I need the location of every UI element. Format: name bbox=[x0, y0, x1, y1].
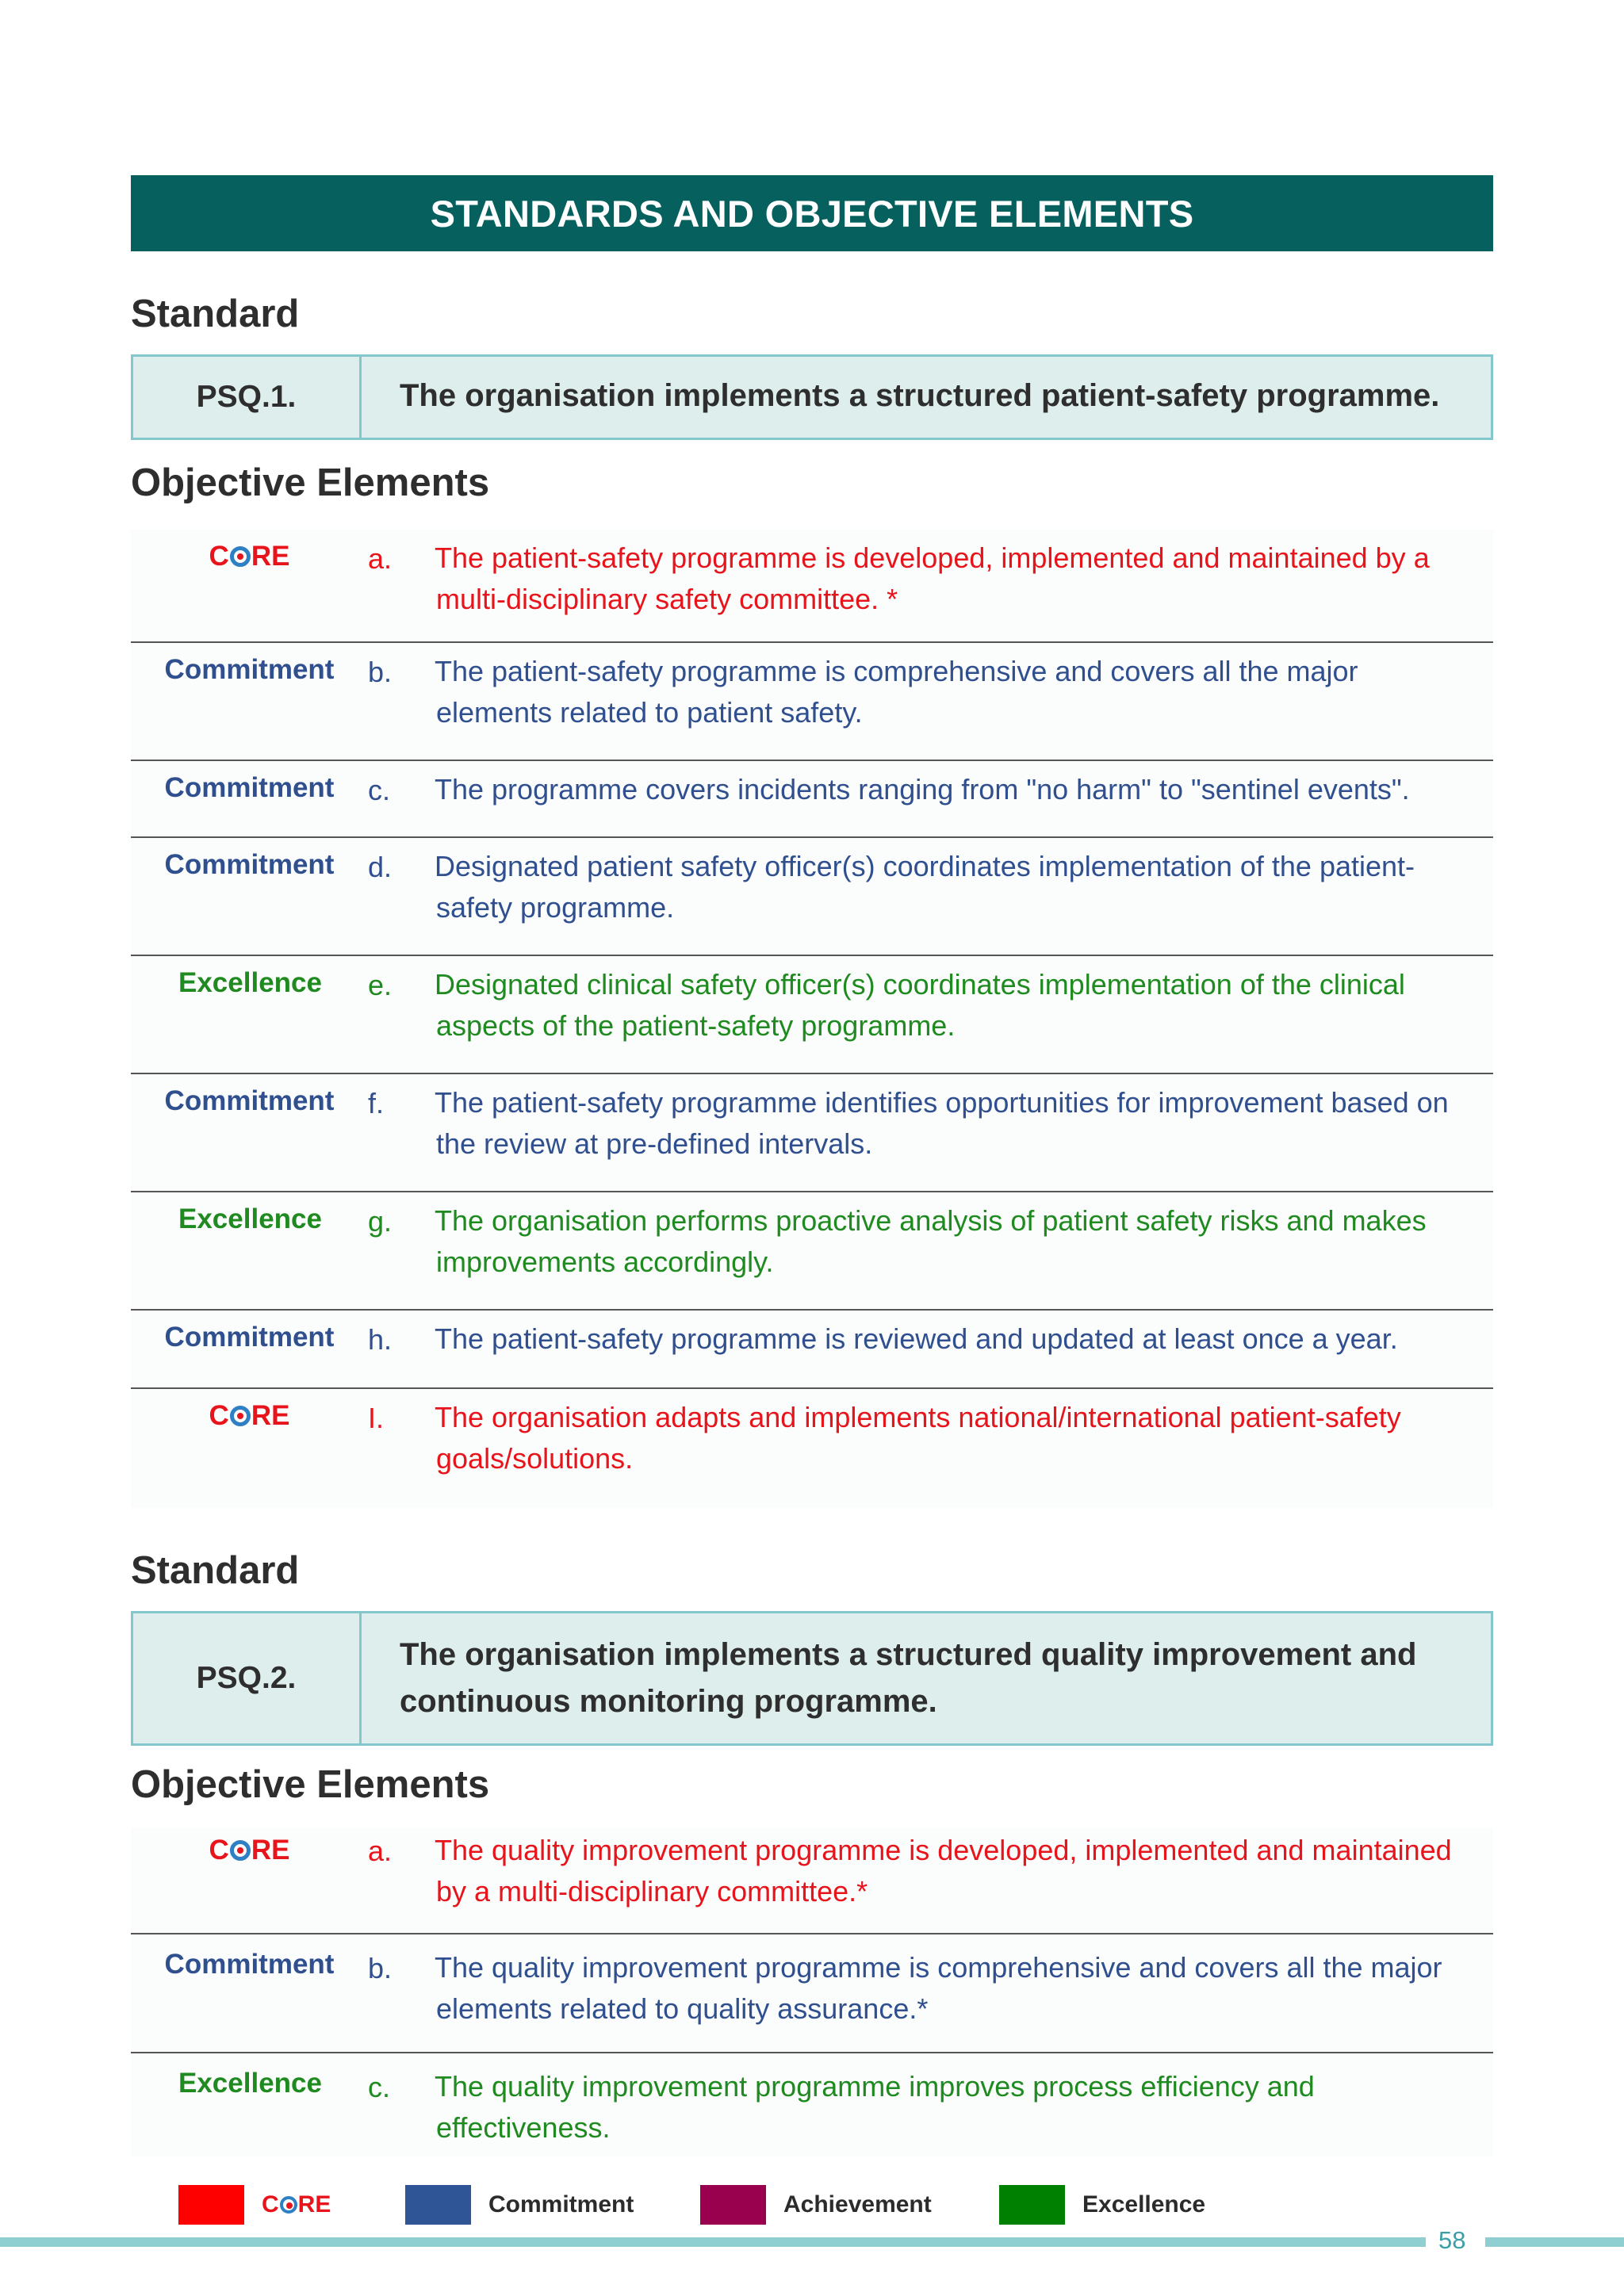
item-text-line: The patient-safety programme is reviewed and updated at least once a year. bbox=[435, 1322, 1398, 1355]
item-text-line: aspects of the patient-safety programme. bbox=[436, 1009, 956, 1042]
item-text-line: The organisation adapts and implements national/international patient-safety bbox=[435, 1401, 1401, 1433]
legend-core-logo: C RE bbox=[262, 2191, 331, 2218]
category-label: Commitment bbox=[164, 1322, 335, 1353]
objective-elements-list bbox=[131, 530, 1493, 1508]
legend-label: Excellence bbox=[1082, 2191, 1206, 2218]
legend-item-excellence bbox=[999, 2185, 1205, 2225]
legend-item-achievement bbox=[700, 2185, 932, 2225]
category-label: Commitment bbox=[164, 1085, 335, 1116]
item-text-line: the review at pre-defined intervals. bbox=[436, 1127, 873, 1160]
legend-item-core bbox=[178, 2185, 331, 2225]
core-o-icon bbox=[280, 2196, 297, 2214]
list-item bbox=[131, 1074, 1493, 1192]
item-letter: b. bbox=[368, 1952, 393, 1984]
item-text bbox=[435, 2053, 1493, 2156]
footer-rule bbox=[1485, 2237, 1624, 2247]
item-text bbox=[435, 761, 1493, 836]
item-letter: a. bbox=[368, 542, 393, 575]
item-text-line: elements related to patient safety. bbox=[436, 696, 863, 729]
list-item bbox=[131, 1311, 1493, 1389]
item-text-line: safety programme. bbox=[436, 891, 675, 924]
category-label: Commitment bbox=[164, 772, 335, 803]
list-item bbox=[131, 530, 1493, 643]
item-letter: d. bbox=[368, 851, 393, 883]
list-item bbox=[131, 838, 1493, 956]
item-text-line: The patient-safety programme is comprehensive and covers all the major bbox=[435, 655, 1358, 687]
item-letter: g. bbox=[368, 1205, 393, 1238]
list-item bbox=[131, 643, 1493, 761]
statement-line: continuous monitoring programme. bbox=[400, 1684, 937, 1719]
item-letter: b. bbox=[368, 656, 393, 688]
category-label: Commitment bbox=[164, 654, 335, 685]
standard-box bbox=[131, 354, 1493, 440]
item-text bbox=[435, 1934, 1493, 2052]
page-number: 58 bbox=[1438, 2226, 1466, 2254]
list-item bbox=[131, 2053, 1493, 2156]
item-text bbox=[435, 1389, 1493, 1508]
section-header: STANDARDS AND OBJECTIVE ELEMENTS bbox=[131, 175, 1493, 251]
category-legend bbox=[178, 2185, 1289, 2225]
category-label: Commitment bbox=[164, 849, 335, 880]
item-text-line: effectiveness. bbox=[436, 2111, 611, 2144]
core-logo: C RE bbox=[209, 1400, 290, 1431]
core-logo: C RE bbox=[209, 541, 290, 572]
item-letter: I. bbox=[368, 1402, 385, 1434]
core-o-icon bbox=[230, 1840, 251, 1861]
item-text-line: by a multi-disciplinary committee.* bbox=[436, 1875, 868, 1908]
item-letter: a. bbox=[368, 1835, 393, 1867]
item-text-line: The organisation performs proactive analysis of patient safety risks and makes bbox=[435, 1204, 1427, 1237]
standard-statement: The organisation implements a structured patient-safety programme. bbox=[400, 378, 1440, 413]
standard-statement bbox=[362, 1613, 1491, 1743]
category-core bbox=[131, 1389, 368, 1508]
list-item bbox=[131, 956, 1493, 1074]
item-text-line: improvements accordingly. bbox=[436, 1246, 774, 1278]
list-item bbox=[131, 1934, 1493, 2053]
category-label: Excellence bbox=[178, 1203, 322, 1234]
core-o-icon bbox=[230, 1406, 251, 1426]
item-letter: e. bbox=[368, 969, 393, 1001]
item-text-line: The programme covers incidents ranging from "no harm" to "sentinel events". bbox=[435, 773, 1410, 806]
item-text-line: The quality improvement programme improves process efficiency and bbox=[435, 2070, 1315, 2103]
list-item bbox=[131, 761, 1493, 838]
item-letter: c. bbox=[368, 774, 391, 806]
standard-code: PSQ.1. bbox=[133, 357, 362, 438]
standard-box bbox=[131, 1611, 1493, 1746]
list-item bbox=[131, 1389, 1493, 1508]
list-item bbox=[131, 1828, 1493, 1934]
item-text-line: Designated clinical safety officer(s) coordinates implementation of the clinical bbox=[435, 968, 1405, 1001]
objective-elements-list bbox=[131, 1828, 1493, 2156]
item-letter: h. bbox=[368, 1323, 393, 1356]
item-letter: c. bbox=[368, 2071, 391, 2103]
item-text-line: The quality improvement programme is comprehensive and covers all the major bbox=[435, 1951, 1442, 1984]
item-text bbox=[435, 1828, 1493, 1933]
item-letter: f. bbox=[368, 1087, 385, 1119]
item-text-line: elements related to quality assurance.* bbox=[436, 1992, 929, 2025]
legend-item-commitment bbox=[405, 2185, 634, 2225]
objective-elements-label: Objective Elements bbox=[131, 461, 490, 504]
core-logo: C RE bbox=[209, 1835, 290, 1866]
item-text bbox=[435, 643, 1493, 760]
legend-label: Commitment bbox=[488, 2191, 634, 2218]
footer-rule bbox=[0, 2237, 1426, 2247]
item-text bbox=[435, 1311, 1493, 1387]
item-text bbox=[435, 838, 1493, 955]
category-label: Excellence bbox=[178, 2068, 322, 2099]
legend-swatch bbox=[178, 2185, 244, 2225]
category-core bbox=[131, 1828, 368, 1933]
category-label: Commitment bbox=[164, 1949, 335, 1980]
item-text-line: goals/solutions. bbox=[436, 1442, 634, 1475]
core-o-icon bbox=[230, 546, 251, 567]
item-text-line: The patient-safety programme identifies opportunities for improvement based on bbox=[435, 1086, 1449, 1119]
legend-swatch bbox=[405, 2185, 471, 2225]
standard-label: Standard bbox=[131, 1549, 300, 1592]
item-text bbox=[435, 1074, 1493, 1191]
category-core bbox=[131, 530, 368, 641]
legend-swatch bbox=[999, 2185, 1065, 2225]
item-text bbox=[435, 1192, 1493, 1309]
item-text-line: multi-disciplinary safety committee. * bbox=[436, 583, 898, 615]
statement-line: The organisation implements a structured quality improvement and bbox=[400, 1637, 1417, 1672]
item-text-line: The quality improvement programme is developed, implemented and maintained bbox=[435, 1834, 1452, 1866]
standard-label: Standard bbox=[131, 293, 300, 335]
item-text-line: The patient-safety programme is developed, implemented and maintained by a bbox=[435, 541, 1430, 574]
legend-swatch bbox=[700, 2185, 766, 2225]
legend-label: Achievement bbox=[783, 2191, 932, 2218]
list-item bbox=[131, 1192, 1493, 1311]
category-label: Excellence bbox=[178, 967, 322, 998]
standard-code: PSQ.2. bbox=[133, 1613, 362, 1743]
objective-elements-label: Objective Elements bbox=[131, 1763, 490, 1806]
item-text-line: Designated patient safety officer(s) coordinates implementation of the patient- bbox=[435, 850, 1415, 882]
item-text bbox=[435, 530, 1493, 641]
item-text bbox=[435, 956, 1493, 1073]
